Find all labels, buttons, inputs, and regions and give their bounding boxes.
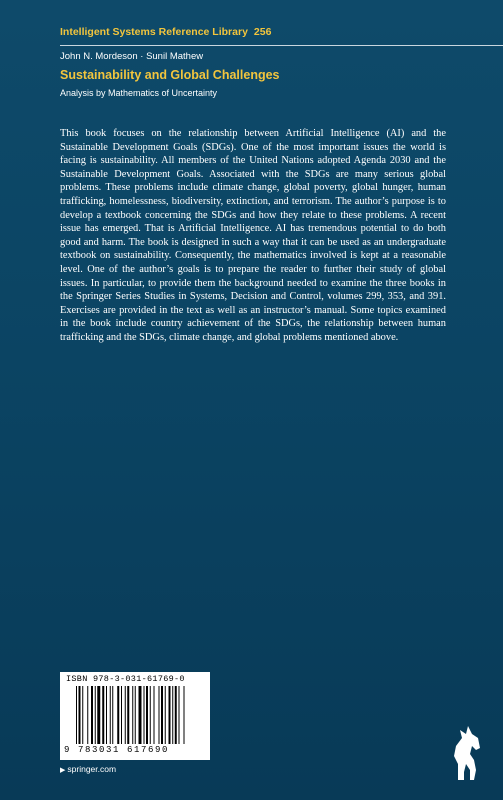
series-number: 256 [253,26,272,38]
ean-digits: 9 783031 617690 [64,745,170,755]
header-divider [60,45,503,46]
isbn-label: ISBN 978-3-031-61769-0 [66,674,185,684]
arrow-right-icon: ▶ [60,767,66,774]
barcode-bars [76,686,200,744]
isbn-barcode [60,672,210,760]
book-description: This book focuses on the relationship between Artificial Intelligence (AI) and the Sustainable Development Goals (SDGs). One of the most important issues the world is facing is sustainability. All members of the United Nations adopted Agenda 2030 and the Sustainable Development Goals. Associated with the SDGs are many serious global problems. These problems include climate change, global poverty, global hunger, human trafficking, homelessness, biodiversity, extinction, and terrorism. The author’s purpose is to develop a textbook concerning the SDGs and how they relate to these problems. A recent issue has emerged. That is Artificial Intelligence. AI has tremendous potential to do both good and harm. The book is designed in such a way that it can be used as an undergraduate textbook on sustainability. Consequently, the mathematics involved is kept at a reasonable level. One of the author’s goals is to prepare the reader to further their study of global issues. In particular, to provide them the background needed to examine the three books in the Springer Series Studies in Systems, Decision and Control, volumes 299, 353, and 391. Exercises are provided in the text as well as an instructor’s manual. Some topics examined in the book include country achievement of the SDGs, the relationship between human trafficking and the SDGs, climate change, and global problems mentioned above. [60,128,446,343]
book-authors: John N. Mordeson · Sunil Mathew [60,51,204,62]
publisher-url-text: springer.com [67,764,117,774]
book-subtitle: Analysis by Mathematics of Uncertainty [60,88,218,98]
springer-horse-icon [446,720,488,784]
book-title: Sustainability and Global Challenges [60,68,280,82]
series-name: Intelligent Systems Reference Library [60,26,248,38]
series-header [60,26,271,38]
publisher-link[interactable] [60,764,116,774]
